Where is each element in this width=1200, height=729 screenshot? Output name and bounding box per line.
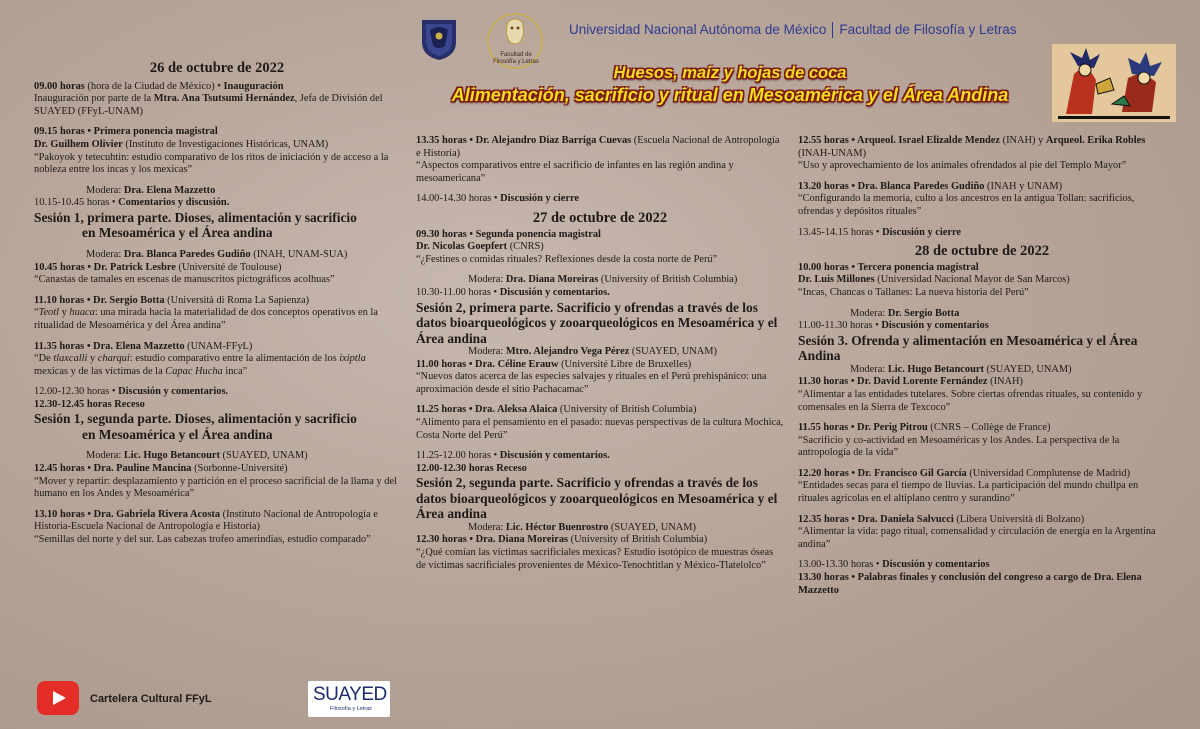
speaker-institution: (INAH-UNAM) [798,147,867,159]
program-item [416,229,784,267]
session-heading [34,411,400,442]
item-time: 10.00 horas • Tercera ponencia magistral [798,261,979,273]
talk-text: : estudio comparativo entre la alimentación de los [129,353,340,365]
program-item [34,509,400,547]
talk-title [34,353,400,378]
moderator [34,185,400,198]
italic-term: Teotl [38,307,60,319]
moderator-label: Modera: [468,521,506,533]
program-item [798,514,1166,552]
speaker-name: Mtra. Ana Tsutsumi Hernández [153,93,295,105]
faculty-name: Facultad de Filosofía y Letras [839,22,1017,37]
slot-time: 12.00-12.30 horas • [34,386,119,398]
title-line1: Huesos, maíz y hojas de coca [613,64,847,82]
item-time: 13.20 horas • Dra. Blanca Paredes Gudiño [798,180,985,192]
talk-text: inca” [222,365,248,377]
slot-label: Discusión y comentarios. [118,386,229,398]
italic-term: charqui [97,353,130,365]
moderator [34,450,400,463]
speaker-institution: (CNRS – Collège de France) [927,422,1051,434]
moderator-label: Modera: [86,248,124,260]
talk-title: “Semillas del norte y del sur. Las cabezas trofeo amerindias, estudio comparado” [34,534,371,546]
speaker-institution: (Escuela Nacional de Antropología e Historia) [416,135,780,159]
header-institution [569,22,1016,38]
codex-illustration [1052,44,1176,122]
program-item [34,295,400,333]
item-time: 12.45 horas • Dra. Pauline Mancina [34,463,192,475]
program-item [798,376,1166,414]
moderator-label: Modera: [850,307,888,319]
university-name: Universidad Nacional Autónoma de México [569,22,827,37]
item-time: 09.30 horas • Segunda ponencia magistral [416,228,601,240]
unam-crest-icon [418,16,460,62]
item-label: Inauguración [223,80,284,92]
discussion-slot [416,287,784,300]
program-item [34,126,400,176]
talk-title: “¿Qué comían las víctimas sacrificiales mexicas? Estudio isotópico de muestras óseas de víctimas sacrificiales provenientes de México-Tenochtitlan y México-Tlatelolco” [416,547,774,571]
speaker-institution: (CNRS) [507,241,544,253]
session-line: en Mesoamérica y el Área andina [82,225,273,241]
slot-time: 13.00-13.30 horas • [798,559,883,571]
item-time: 12.55 horas • Arqueol. Israel Elizalde Mendez [798,135,1001,146]
program-item [34,341,400,379]
talk-title: “Configurando la memoria, culto a los ancestros en la antigua Tollan: sacrificios, ofrendas y depósitos rituales” [798,193,1135,217]
speaker-name: Dr. Luis Millones [798,274,875,286]
column-day2 [416,135,784,580]
item-time: 11.30 horas • Dr. David Lorente Fernández [798,376,988,388]
moderator-institution: (SUAYED, UNAM) [608,521,696,533]
item-time: 09.15 horas • Primera ponencia magistral [34,126,218,138]
discussion-slot [798,227,1166,240]
day-date: 27 de octubre de 2022 [532,209,668,226]
discussion-slot [34,386,400,399]
slot-time: 10.15-10.45 horas • [34,197,119,209]
column-day3 [798,135,1166,597]
slot-label: Discusión y comentarios [881,320,989,332]
speaker-institution: (UNAM-FFyL) [184,340,253,352]
item-time: 11.10 horas • Dr. Sergio Botta [34,294,165,306]
day-date: 28 de octubre de 2022 [914,243,1050,260]
talk-text: mexicas y de las víctimas de la [34,365,166,377]
program-item [416,135,784,185]
talk-title: “Aspectos comparativos entre el sacrificio de infantes en las región andina y mesoamericana” [416,160,734,184]
talk-title: “Mover y repartir: desplazamiento y partición en el proceso sacrificial de la llama y del humano en los Andes y Mesoamérica” [34,475,397,500]
speaker-institution: (Università di Roma La Sapienza) [164,294,310,306]
moderator [416,346,784,359]
moderator-name: Dra. Blanca Paredes Gudiño [123,248,251,260]
moderator-institution: (SUAYED, UNAM) [983,363,1072,375]
item-time: 11.35 horas • Dra. Elena Mazzetto [34,340,185,352]
moderator-name: Lic. Hugo Betancourt [123,450,220,462]
talk-title: “Uso y aprovechamiento de los animales ofrendados al pie del Templo Mayor” [798,160,1127,172]
title-line2: Alimentación, sacrificio y ritual en Mesoamérica y el Área Andina [451,85,1009,105]
session-line: Sesión 1, segunda parte. Dioses, alimentación y sacrificio [34,411,357,427]
item-text: Inauguración por parte de la [34,93,154,105]
slot-label: Discusión y comentarios [882,559,990,571]
suayed-logo-subtitle: Filosofía y Letras [330,706,372,712]
ffyl-logo-caption: Facultad de Filosofía y Letras [493,52,539,65]
moderator [416,522,784,535]
item-time: 13.35 horas • Dr. Alejandro Díaz Barriga Cuevas [416,135,632,146]
discussion-slot [798,559,1166,572]
speaker-institution: (University of British Columbia) [557,404,697,416]
slot-time: 11.00-11.30 horas • [798,320,882,332]
speaker-institution: (Libera Università di Bolzano) [953,513,1085,525]
item-time: 11.00 horas • Dra. Céline Erauw [416,358,559,370]
program-item [798,135,1166,173]
talk-text: y [59,307,70,319]
moderator-name: Dra. Elena Mazzetto [123,184,216,196]
speaker-institution: (Instituto de Investigaciones Históricas, UNAM) [122,138,329,150]
session-heading: Sesión 3. Ofrenda y alimentación en Mesoamérica y el Área Andina [798,332,1138,364]
talk-title: “Alimentar la vida: pago ritual, comensalidad y circulación de energía en la Argentina andina” [798,526,1156,550]
moderator-institution: (INAH, UNAM-SUA) [250,248,348,260]
talk-title: “Alimentar a las entidades tutelares. Sobre ciertas ofrendas rituales, su contenido y comensales en la Sierra de Texcoco” [798,388,1143,413]
italic-term: tlaxcalli [53,353,88,365]
quote-mark: “ [34,307,39,319]
speaker-institution: (University of British Columbia) [568,534,708,546]
talk-title: “Sacrificio y co-actividad en Mesoaméricas y los Andes. La perspectiva de la antropología de la vida” [798,434,1120,459]
suayed-logo [308,681,390,717]
item-time: 12.35 horas • Dra. Daniela Salvucci [798,513,954,525]
item-text: (INAH) y [1000,135,1046,146]
italic-term: Capac Hucha [165,365,223,377]
day-date: 26 de octubre de 2022 [149,60,285,76]
italic-term: huaca [69,307,95,319]
italic-term: ixiptla [339,353,366,365]
speaker-name: Arqueol. Erika Robles [1045,135,1146,146]
discussion-slot [34,197,400,210]
speaker-institution: (Universidad Complutense de Madrid) [966,467,1131,479]
closing-remarks: 13.30 horas • Palabras finales y conclusión del congreso a cargo de Dra. Elena Mazzetto [798,572,1142,596]
speaker-institution: (Université Libre de Bruxelles) [558,358,692,370]
moderator-label: Modera: [86,184,124,196]
speaker-name: Dr. Nicolas Goepfert [416,241,508,253]
session-line: en Mesoamérica y el Área andina [82,426,273,442]
item-time: 09.00 horas [34,80,85,92]
program-item [34,463,400,501]
break-slot: 12.30-12.45 horas Receso [34,398,145,410]
program-item [416,404,784,442]
slot-label: Comentarios y discusión. [118,197,230,209]
talk-title: “Canastas de tamales en escenas de manuscritos pictográficos acolhuas” [34,274,335,286]
youtube-channel-link[interactable]: Cartelera Cultural FFyL [90,693,212,705]
moderator-name: Lic. Hugo Betancourt [887,363,984,375]
discussion-slot [416,450,784,463]
speaker-institution: (Université de Toulouse) [175,261,282,273]
moderator-name: Dra. Diana Moreiras [505,274,599,286]
moderator-label: Modera: [468,274,506,286]
program-item-inauguration [34,81,400,119]
session-line: Sesión 1, primera parte. Dioses, alimentación y sacrificio [34,209,357,225]
slot-time: 14.00-14.30 horas • [416,193,501,205]
moderator-institution: (SUAYED, UNAM) [629,346,717,358]
item-text: , Jefa de División del SUAYED (FFyL-UNAM) [34,93,383,117]
discussion-slot [798,320,1166,333]
speaker-institution: (Instituto Nacional de Antropología e Historia-Escuela Nacional de Antropología e Historia) [34,508,378,533]
slot-label: Discusión y comentarios. [499,450,610,462]
talk-title: “Incas, Chancas o Tallanes: La nueva historia del Perú” [798,286,1029,298]
session-heading [34,210,400,241]
item-note: (hora de la Ciudad de México) • [84,80,224,92]
talk-text: : una mirada hacia la materialidad de dos conceptos operativos en la ritualidad de Mesoamérica y del Área andina” [34,307,378,331]
program-item [416,534,784,572]
discussion-slot [416,193,784,206]
moderator [798,364,1166,377]
program-item [34,262,400,287]
speaker-institution: (INAH y UNAM) [984,180,1063,192]
speaker-institution: (Universidad Nacional Mayor de San Marcos) [874,274,1070,286]
program-item [798,181,1166,219]
moderator [798,308,1166,321]
moderator-label: Modera: [850,363,888,375]
moderator [416,274,784,287]
moderator-label: Modera: [86,450,124,462]
moderator-name: Mtro. Alejandro Vega Pérez [505,346,630,358]
break-slot: 12.00-12.30 horas Receso [416,462,527,474]
talk-title: “Alimento para el pensamiento en el pasado: nuevas perspectivas de la cultura Mochica, Costa Norte del Perú” [416,417,784,441]
slot-time: 10.30-11.00 horas • [416,286,500,298]
item-time: 12.20 horas • Dr. Francisco Gil García [798,467,967,479]
moderator-institution: (University of British Columbia) [598,274,738,286]
item-time: 10.45 horas • Dr. Patrick Lesbre [34,261,176,273]
slot-label: Discusión y cierre [500,193,580,205]
session-heading: Sesión 2, primera parte. Sacrificio y ofrendas a través de los datos bioarqueológicos y zooarqueológicos en Mesoamérica y el Área andina [416,299,778,346]
speaker-institution: (Sorbonne-Université) [191,463,288,475]
session-heading: Sesión 2, segunda parte. Sacrificio y ofrendas a través de los datos bioarqueológicos y zooarqueológicos en Mesoamérica y el Área andina [416,475,778,522]
slot-label: Discusión y cierre [882,226,962,238]
item-time: 11.25 horas • Dra. Aleksa Alaica [416,404,558,416]
slot-label: Discusión y comentarios. [499,286,610,298]
speaker-name: Dr. Guilhem Olivier [34,138,123,150]
slot-time: 13.45-14.15 horas • [798,226,883,238]
talk-title: “Entidades secas para el tiempo de lluvias. La participación del mundo chullpa en rituales agrícolas en el altiplano centro y surandino” [798,480,1139,505]
item-time: 11.55 horas • Dr. Perig Pitrou [798,422,928,434]
talk-title: “¿Festines o comidas rituales? Reflexiones desde la costa norte de Perú” [416,253,718,265]
youtube-icon[interactable] [37,681,79,715]
talk-title: “Nuevos datos acerca de las especies salvajes y rituales en el Perú prehispánico: una aproximación desde el sitio Pachacamac” [416,371,767,395]
program-item [798,422,1166,460]
program-item [416,359,784,397]
program-item [798,262,1166,300]
program-item [798,468,1166,506]
slot-time: 11.25-12.00 horas • [416,450,500,462]
moderator [34,249,400,262]
moderator-name: Dr. Sergio Botta [887,307,960,319]
column-day1 [34,62,400,555]
talk-text: y [87,353,98,365]
talk-text: “De [34,353,54,365]
moderator-institution: (SUAYED, UNAM) [219,450,308,462]
item-time: 13.10 horas • Dra. Gabriela Rivera Acosta [34,508,221,520]
talk-title [34,307,400,332]
speaker-institution: (INAH) [987,376,1024,388]
moderator-label: Modera: [468,346,506,358]
congress-title [420,62,1040,106]
talk-title: “Pakoyok y tetecuhtin: estudio comparativo de los ritos de iniciación y de acceso a la nobleza entre los incas y los mexicas” [34,151,389,176]
moderator-name: Lic. Héctor Buenrostro [505,521,609,533]
item-time: 12.30 horas • Dra. Diana Moreiras [416,534,569,546]
suayed-logo-text: SUAYED [313,684,387,705]
